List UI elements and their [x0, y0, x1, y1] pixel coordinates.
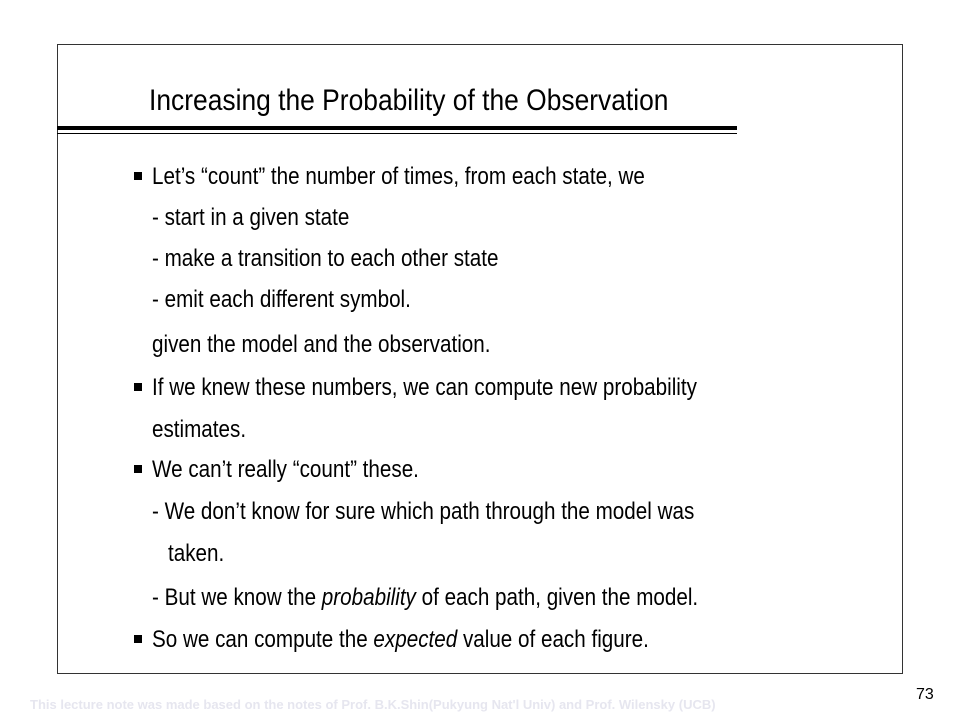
bullet-icon [134, 383, 142, 391]
bullet-2-continuation: estimates. [152, 416, 247, 443]
bullet-1-text: Let’s “count” the number of times, from each state, we [152, 163, 645, 190]
continuation-line: given the model and the observation. [152, 331, 491, 358]
sub-line-transition: - make a transition to each other state [152, 245, 499, 272]
footer-credit: This lecture note was made based on the notes of Prof. B.K.Shin(Pukyung Nat'l Univ) and Prof. Wilensky (UCB) [30, 697, 716, 712]
bullet-4-text [152, 625, 649, 655]
sub-line-taken: taken. [168, 540, 225, 567]
page-number: 73 [916, 686, 934, 703]
probability-text-start: - But we know the [152, 584, 322, 611]
sub-line-start: - start in a given state [152, 204, 350, 231]
sub-line-emit: - emit each different symbol. [152, 286, 411, 313]
bullet-icon [134, 172, 142, 180]
bullet-2-text: If we knew these numbers, we can compute new probability [152, 374, 697, 401]
expected-italic: expected [373, 626, 458, 653]
slide-title: Increasing the Probability of the Observation [149, 84, 669, 117]
sub-line-probability [152, 583, 698, 613]
expected-text-end: value of each figure. [457, 626, 649, 653]
probability-text-end: of each path, given the model. [415, 584, 699, 611]
probability-italic: probability [321, 584, 416, 611]
bullet-icon [134, 465, 142, 473]
bullet-icon [134, 635, 142, 643]
title-underline-thick [57, 126, 737, 130]
expected-text-start: So we can compute the [152, 626, 374, 653]
title-underline-thin [57, 133, 737, 134]
bullet-3-text: We can’t really “count” these. [152, 456, 419, 483]
sub-line-dont-know: - We don’t know for sure which path through the model was [152, 498, 695, 525]
